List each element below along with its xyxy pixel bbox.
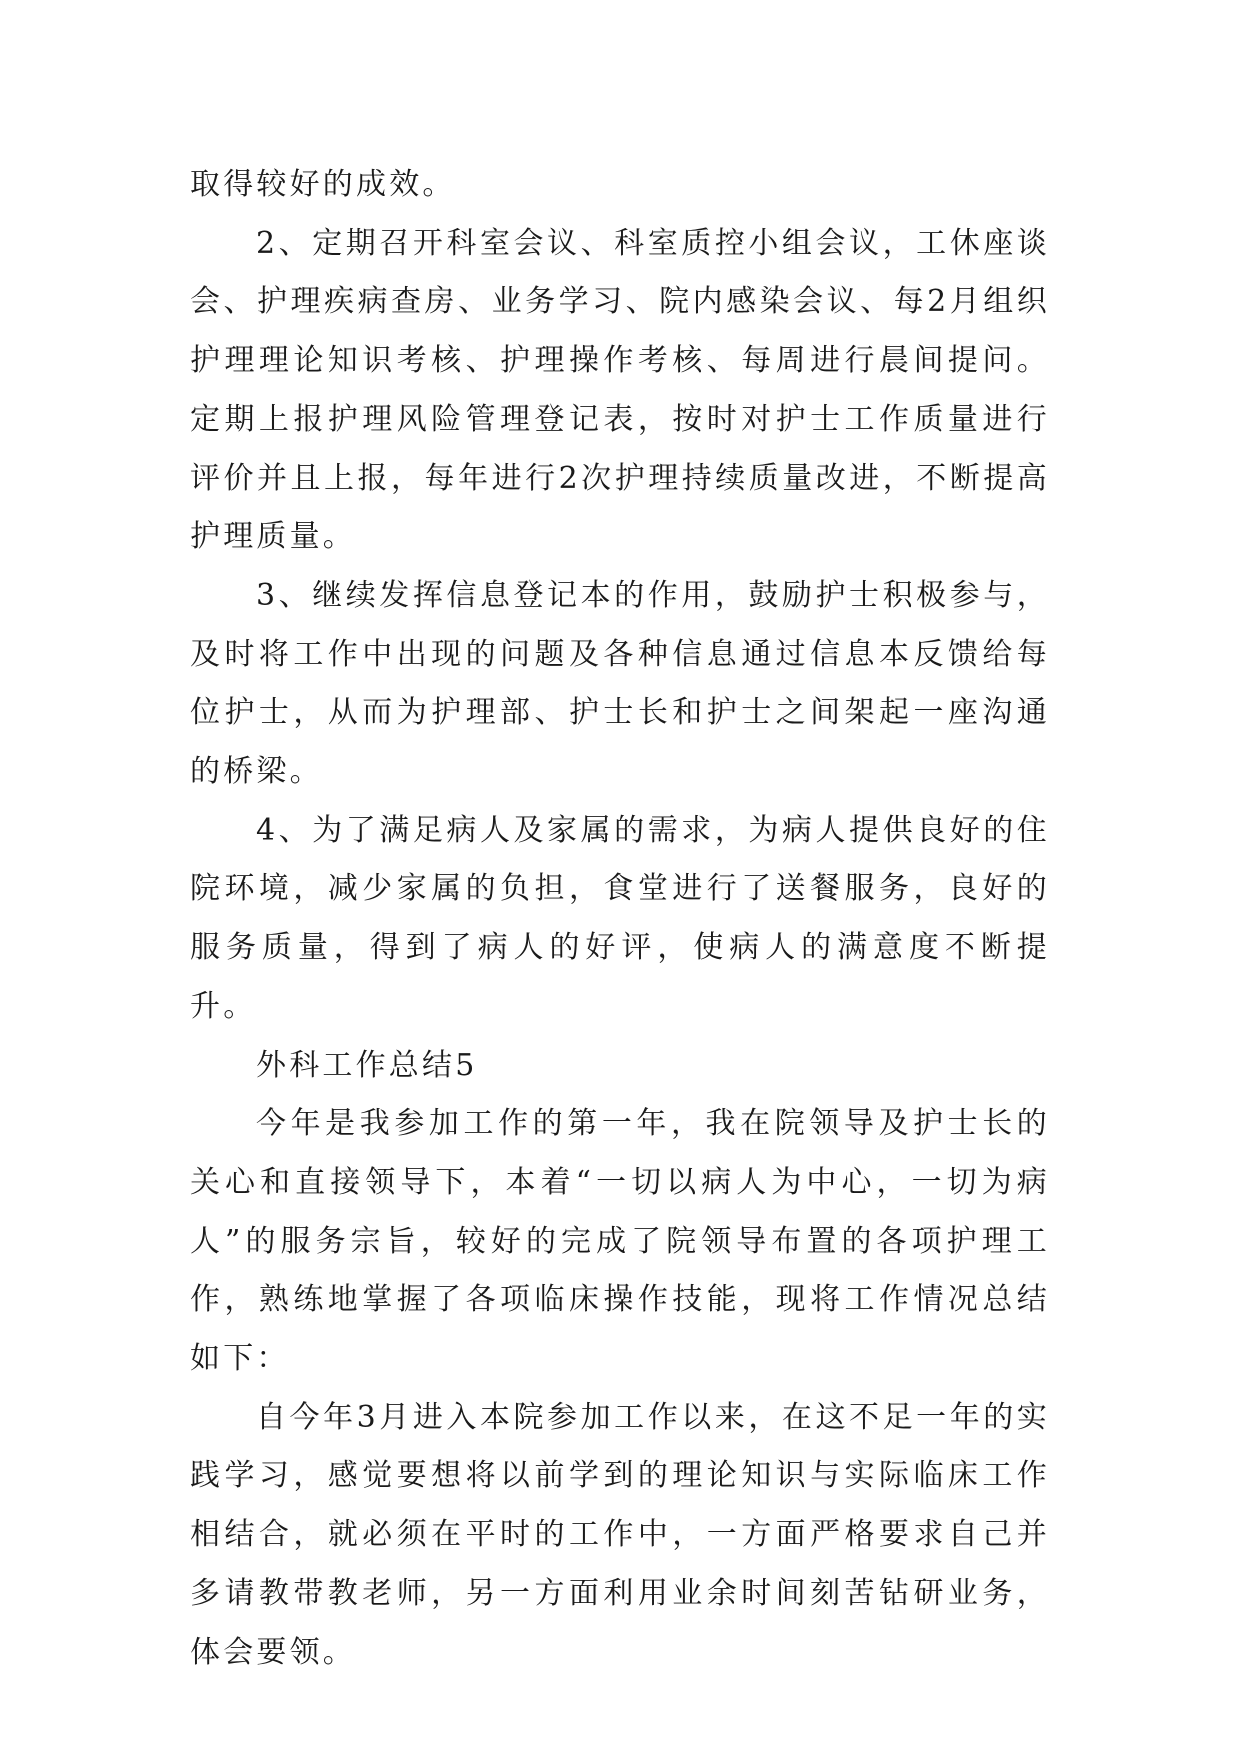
paragraph-body: 自今年3月进入本院参加工作以来，在这不足一年的实践学习，感觉要想将以前学到的理论知识与实际临床工作相结合，就必须在平时的工作中，一方面严格要求自己并多请教带教老师，另一方面利用业余时间刻苦钻研业务，体会要领。 [190,1399,1050,1670]
section-heading: 外科工作总结5 [256,1047,478,1083]
paragraph-item-4: 4、为了满足病人及家属的需求，为病人提供良好的住院环境，减少家属的负担，食堂进行了送餐服务，良好的服务质量，得到了病人的好评，使病人的满意度不断提升。 [190,812,1050,1024]
paragraph-continuation: 取得较好的成效。 [190,167,456,202]
paragraph-item-2: 2、定期召开科室会议、科室质控小组会议，工休座谈会、护理疾病查房、业务学习、院内感染会议、每2月组织护理理论知识考核、护理操作考核、每周进行晨间提问。定期上报护理风险管理登记表，按时对护士工作质量进行评价并且上报，每年进行2次护理持续质量改进，不断提高护理质量。 [190,225,1050,555]
paragraph-item-3: 3、继续发挥信息登记本的作用，鼓励护士积极参与，及时将工作中出现的问题及各种信息通过信息本反馈给每位护士，从而为护理部、护士长和护士之间架起一座沟通的桥梁。 [190,577,1050,790]
paragraph-intro: 今年是我参加工作的第一年，我在院领导及护士长的关心和直接领导下，本着“一切以病人为中心，一切为病人”的服务宗旨，较好的完成了院领导布置的各项护理工作，熟练地掌握了各项临床操作技能，现将工作情况总结如下： [190,1106,1050,1377]
document-body [190,156,1050,1682]
